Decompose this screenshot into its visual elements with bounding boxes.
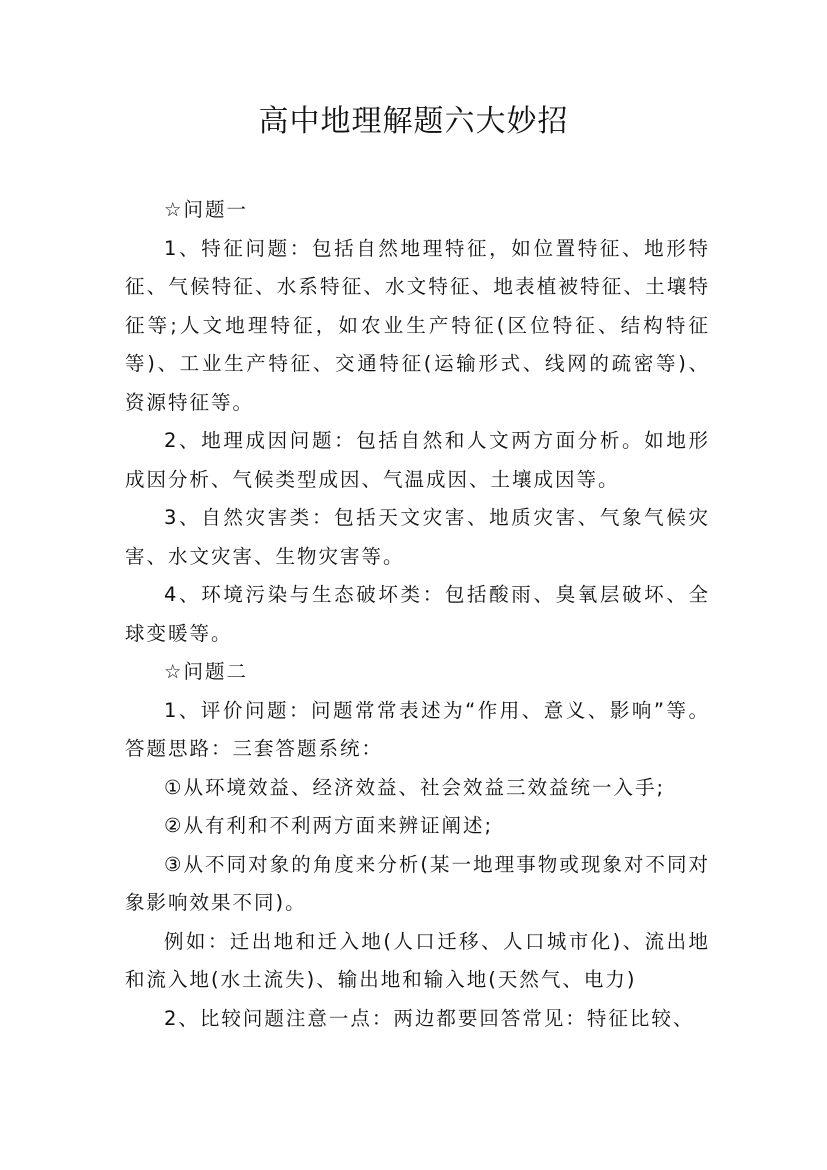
paragraph: 2、地理成因问题：包括自然和人文两方面分析。如地形成因分析、气候类型成因、气温成因、土壤成因等。: [125, 429, 710, 491]
paragraph: ②从有利和不利两方面来辨证阐述;: [164, 814, 494, 837]
paragraph: 例如：迁出地和迁入地(人口迁移、人口城市化)、流出地和流入地(水土流失)、输出地和输入地(天然气、电力): [125, 929, 710, 991]
section-heading-2: ☆问题二: [164, 660, 248, 683]
document-title: 高中地理解题六大妙招: [258, 104, 569, 139]
paragraph: ③从不同对象的角度来分析(某一地理事物或现象对不同对象影响效果不同)。: [125, 852, 710, 914]
paragraph: 3、自然灾害类：包括天文灾害、地质灾害、气象气候灾害、水文灾害、生物灾害等。: [125, 506, 710, 568]
document-body: [125, 191, 710, 1038]
paragraph: 1、特征问题：包括自然地理特征，如位置特征、地形特征、气候特征、水系特征、水文特征、地表植被特征、土壤特征等;人文地理特征，如农业生产特征(区位特征、结构特征等)、工业生产特征、交通特征(运输形式、线网的疏密等)、资源特征等。: [125, 236, 710, 414]
section-heading-1: ☆问题一: [164, 198, 248, 221]
paragraph: 2、比较问题注意一点：两边都要回答常见：特征比较、: [164, 1006, 695, 1030]
paragraph: ①从环境效益、经济效益、社会效益三效益统一入手;: [164, 775, 666, 799]
paragraph: 1、评价问题：问题常常表述为“作用、意义、影响”等。答题思路：三套答题系统：: [125, 698, 710, 760]
paragraph: 4、环境污染与生态破坏类：包括酸雨、臭氧层破坏、全球变暖等。: [125, 583, 710, 645]
